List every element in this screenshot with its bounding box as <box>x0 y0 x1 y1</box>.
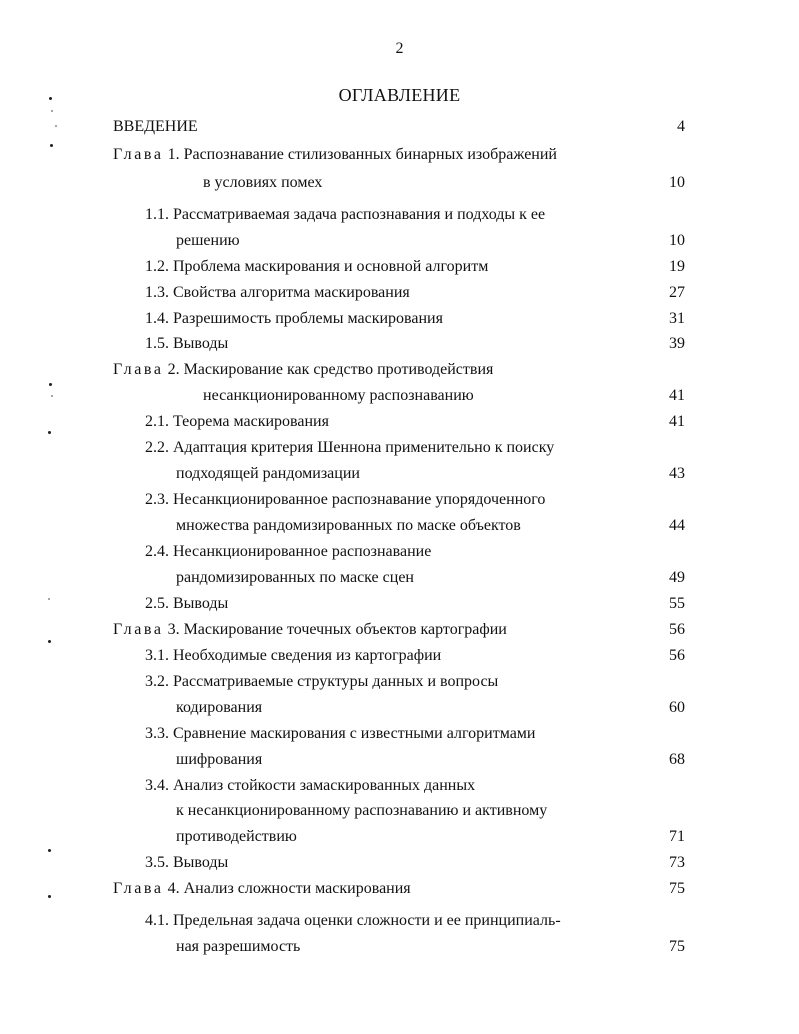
section-number: 4.1. <box>145 912 169 929</box>
section-number: 2.1. <box>145 413 169 430</box>
toc-chapter-4-page: 75 <box>669 880 685 897</box>
section-title: Адаптация критерия Шеннона применительно к поиску <box>173 439 555 456</box>
toc-chapter-2-page: 41 <box>669 387 685 404</box>
section-title: Разрешимость проблемы маскирования <box>173 310 443 327</box>
scan-speck <box>51 110 53 112</box>
toc-section-2-2-page: 43 <box>669 465 685 482</box>
section-title: Выводы <box>173 595 229 612</box>
scan-speck <box>50 144 53 147</box>
toc-section-2-3 <box>145 490 545 510</box>
toc-section-1-3-page: 27 <box>669 284 685 301</box>
section-title: Предельная задача оценки сложности и ее принципиаль- <box>173 912 561 929</box>
chapter-title: 4. Анализ сложности маскирования <box>167 880 411 897</box>
toc-section-3-4-cont: к несанкционированному распознаванию и активному <box>176 802 548 819</box>
section-title: Рассматриваемые структуры данных и вопросы <box>173 673 499 690</box>
toc-section-3-5 <box>145 853 228 873</box>
section-number: 3.1. <box>145 647 169 664</box>
toc-section-1-1 <box>145 205 545 225</box>
section-number: 2.3. <box>145 491 169 508</box>
toc-chapter-3-page: 56 <box>669 621 685 638</box>
toc-section-4-1-cont: ная разрешимость <box>176 938 301 955</box>
toc-chapter-1-cont: в условиях помех <box>203 174 323 191</box>
toc-section-2-3-cont: множества рандомизированных по маске объектов <box>176 517 521 534</box>
toc-section-3-3-cont: шифрования <box>176 751 263 768</box>
toc-section-1-2-page: 19 <box>669 258 685 275</box>
section-number: 2.4. <box>145 543 169 560</box>
toc-chapter-1 <box>113 145 557 165</box>
section-title: Анализ стойкости замаскированных данных <box>173 777 476 794</box>
section-number: 1.3. <box>145 284 169 301</box>
toc-section-1-5 <box>145 334 228 354</box>
toc-section-3-3-page: 68 <box>669 751 685 768</box>
toc-section-2-2 <box>145 438 554 458</box>
toc-chapter-4 <box>113 879 411 899</box>
toc-section-1-1-page: 10 <box>669 232 685 249</box>
toc-chapter-2 <box>113 360 493 380</box>
toc-section-3-3 <box>145 724 536 744</box>
section-title: Необходимые сведения из картографии <box>173 647 442 664</box>
toc-section-1-3 <box>145 283 410 303</box>
toc-section-3-2-page: 60 <box>669 699 685 716</box>
toc-section-3-1 <box>145 646 441 666</box>
section-number: 3.5. <box>145 854 169 871</box>
toc-section-2-1-page: 41 <box>669 413 685 430</box>
section-number: 1.4. <box>145 310 169 327</box>
toc-intro: ВВЕДЕНИЕ <box>113 118 198 135</box>
toc-section-3-4-page: 71 <box>669 828 685 845</box>
toc-chapter-2-cont: несанкционированному распознаванию <box>203 387 474 404</box>
scan-speck <box>55 125 57 127</box>
section-title: Проблема маскирования и основной алгоритм <box>173 258 489 275</box>
scan-speck <box>48 640 51 643</box>
toc-chapter-3 <box>113 620 507 640</box>
toc-section-2-4-page: 49 <box>669 569 685 586</box>
section-title: Рассматриваемая задача распознавания и подходы к ее <box>173 206 546 223</box>
toc-section-3-4-cont2: противодействию <box>176 828 297 845</box>
chapter-title: 3. Маскирование точечных объектов картографии <box>167 621 507 638</box>
chapter-word: Глава <box>113 146 164 163</box>
toc-section-1-1-cont: решению <box>176 232 240 249</box>
scan-speck <box>51 395 53 397</box>
toc-section-2-1 <box>145 412 329 432</box>
chapter-word: Глава <box>113 621 164 638</box>
section-title: Несанкционированное распознавание упорядоченного <box>173 491 546 508</box>
section-number: 3.4. <box>145 777 169 794</box>
toc-section-2-5-page: 55 <box>669 595 685 612</box>
toc-section-4-1-page: 75 <box>669 938 685 955</box>
section-title: Выводы <box>173 854 229 871</box>
section-number: 3.2. <box>145 673 169 690</box>
section-title: Сравнение маскирования с известными алгоритмами <box>173 725 536 742</box>
chapter-word: Глава <box>113 361 164 378</box>
toc-section-3-2 <box>145 672 498 692</box>
chapter-word: Глава <box>113 880 164 897</box>
toc-section-2-3-page: 44 <box>669 517 685 534</box>
toc-intro-page: 4 <box>677 118 685 135</box>
toc-section-1-5-page: 39 <box>669 335 685 352</box>
section-title: Несанкционированное распознавание <box>173 543 432 560</box>
scan-speck <box>49 383 52 386</box>
section-number: 2.2. <box>145 439 169 456</box>
section-title: Свойства алгоритма маскирования <box>173 284 410 301</box>
section-number: 2.5. <box>145 595 169 612</box>
scan-speck <box>48 431 51 434</box>
chapter-title: 2. Маскирование как средство противодействия <box>167 361 494 378</box>
scan-speck <box>49 97 52 100</box>
section-number: 3.3. <box>145 725 169 742</box>
scan-speck <box>48 849 51 852</box>
toc-section-1-4-page: 31 <box>669 310 685 327</box>
toc-section-2-4-cont: рандомизированных по маске сцен <box>176 569 414 586</box>
section-title: Теорема маскирования <box>173 413 329 430</box>
toc-section-3-2-cont: кодирования <box>176 699 263 716</box>
page-number: 2 <box>395 40 404 57</box>
toc-section-2-5 <box>145 594 228 614</box>
toc-section-1-2 <box>145 257 488 277</box>
section-number: 1.5. <box>145 335 169 352</box>
section-number: 1.1. <box>145 206 169 223</box>
toc-title: ОГЛАВЛЕНИЕ <box>338 85 461 105</box>
toc-section-4-1 <box>145 911 561 931</box>
toc-chapter-1-page: 10 <box>669 174 685 191</box>
toc-section-2-4 <box>145 542 431 562</box>
toc-section-2-2-cont: подходящей рандомизации <box>176 465 360 482</box>
toc-section-3-5-page: 73 <box>669 854 685 871</box>
section-number: 1.2. <box>145 258 169 275</box>
section-title: Выводы <box>173 335 229 352</box>
toc-section-1-4 <box>145 309 443 329</box>
toc-section-3-4 <box>145 776 475 796</box>
toc-section-3-1-page: 56 <box>669 647 685 664</box>
scan-speck <box>48 895 51 898</box>
chapter-title: 1. Распознавание стилизованных бинарных изображений <box>167 146 557 163</box>
scan-speck <box>48 598 50 600</box>
